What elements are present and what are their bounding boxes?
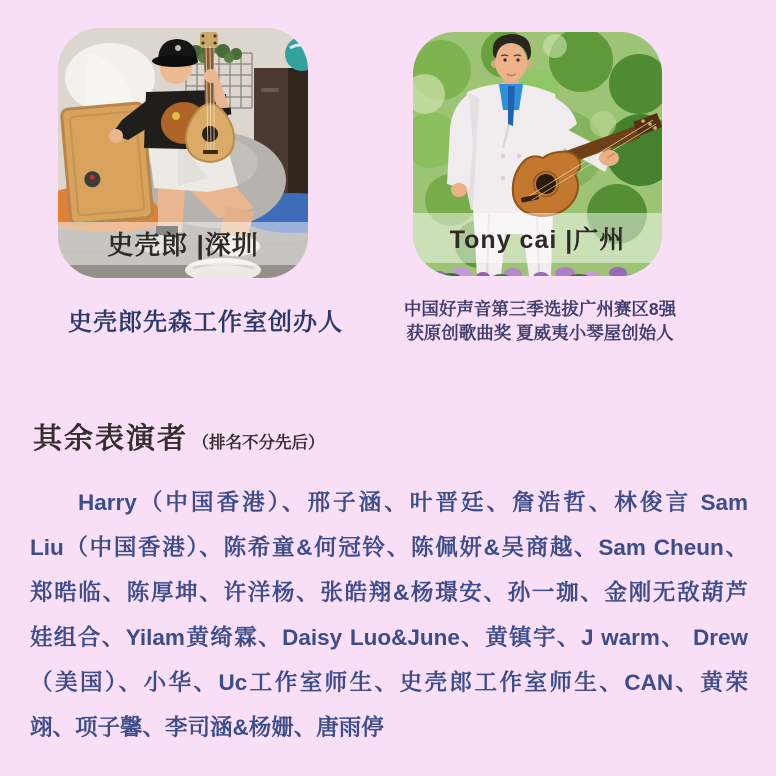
featured-performer-photo-shikelang <box>58 28 308 278</box>
performer-list-line: 郑晧临、陈厚坤、许洋杨、张皓翔&杨璟安、孙一珈、金刚无敌葫芦 <box>30 580 748 605</box>
performer-description-shikelang: 史壳郎先森工作室创办人 <box>68 309 343 336</box>
featured-performer-photo-tony-cai <box>413 32 662 276</box>
description-line-2: 获原创歌曲奖 夏威夷小琴屋创始人 <box>406 323 674 343</box>
photo-caption-band <box>413 213 662 263</box>
section-title: 其余表演者 <box>33 423 189 455</box>
performer-description-tony-cai <box>390 297 690 345</box>
performer-name-caption: 史壳郎 |深圳 <box>107 230 259 260</box>
performer-list-line: Harry（中国香港）、邢子涵、叶晋廷、詹浩哲、林俊言 Sam <box>78 490 748 515</box>
other-performers-list <box>30 480 748 750</box>
section-heading <box>33 416 324 457</box>
description-line-1: 中国好声音第三季选拔广州赛区8强 <box>403 299 677 319</box>
performer-name-caption: Tony cai |广州 <box>449 226 626 254</box>
performer-list-line: （美国）、小华、Uc工作室师生、史壳郎工作室师生、CAN、黄荣 <box>30 670 748 695</box>
performer-list-line: 娃组合、Yilam黄绮霖、Daisy Luo&June、黄镇宇、J warm、 Drew <box>30 625 748 650</box>
performer-list-line: Liu（中国香港）、陈希童&何冠铃、陈佩妍&吴商越、Sam Cheun、 <box>30 535 748 560</box>
section-title-note: （排名不分先后） <box>192 434 325 452</box>
performer-list-line: 翊、项子馨、李司涵&杨姗、唐雨停 <box>30 715 384 740</box>
photo-caption-band <box>58 222 308 265</box>
